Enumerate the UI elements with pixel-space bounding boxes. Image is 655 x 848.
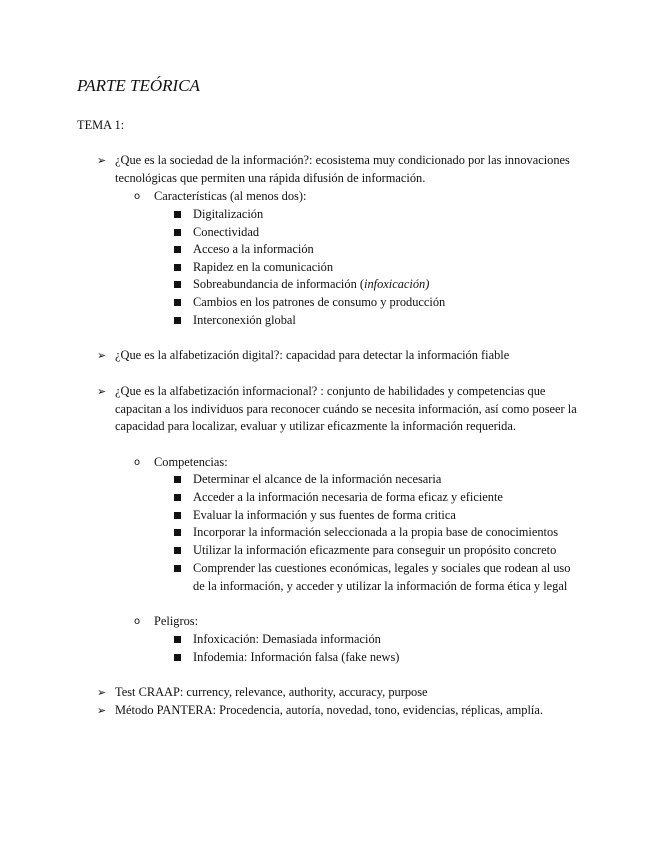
arrow-bullet-icon: ➢ bbox=[97, 154, 107, 167]
bullet-q3: ➢ ¿Que es la alfabetización informacional? : conjunto de habilidades y competencias que capacitan a los individuos para reconocer cuándo se necesita información, así como poseer la capacidad para localizar, evaluar y utilizar eficazmente la información requerida. bbox=[97, 384, 577, 434]
page-title: PARTE TEÓRICA bbox=[77, 76, 200, 95]
square-bullet-icon bbox=[174, 565, 181, 572]
arrow-bullet-icon: ➢ bbox=[97, 385, 107, 398]
list-item: Infoxicación: Demasiada información bbox=[174, 631, 579, 649]
list-item: Infodemia: Información falsa (fake news) bbox=[174, 649, 579, 667]
bullet-pantera: ➢ Método PANTERA: Procedencia, autoría, novedad, tono, evidencias, réplicas, amplía. bbox=[97, 702, 587, 720]
bullet-craap: ➢ Test CRAAP: currency, relevance, authority, accuracy, purpose bbox=[97, 684, 587, 702]
list-item: Determinar el alcance de la información necesaria bbox=[174, 471, 579, 489]
sub-bullet-peligros: o Peligros: bbox=[134, 613, 198, 631]
sub-bullet-caracteristicas: o Características (al menos dos): bbox=[134, 188, 306, 206]
list-item: Acceso a la información bbox=[174, 241, 579, 259]
square-bullet-icon bbox=[174, 281, 181, 288]
circle-bullet-icon: o bbox=[134, 457, 141, 468]
arrow-bullet-icon: ➢ bbox=[97, 349, 107, 362]
arrow-bullet-icon: ➢ bbox=[97, 686, 107, 699]
arrow-bullet-icon: ➢ bbox=[97, 704, 107, 717]
bullet-q1: ➢ ¿Que es la sociedad de la información?: ecosistema muy condicionado por las innovaciones tecnológicas que permiten una rápida difusión de información. bbox=[97, 153, 570, 185]
bullet-q2: ➢ ¿Que es la alfabetización digital?: capacidad para detectar la información fiable bbox=[97, 347, 587, 365]
list-item: Rapidez en la comunicación bbox=[174, 259, 579, 277]
list-item: Interconexión global bbox=[174, 312, 579, 330]
list-item: Conectividad bbox=[174, 224, 579, 242]
list-item: Utilizar la información eficazmente para conseguir un propósito concreto bbox=[174, 542, 579, 560]
circle-bullet-icon: o bbox=[134, 191, 141, 202]
square-bullet-icon bbox=[174, 246, 181, 253]
square-bullet-icon bbox=[174, 512, 181, 519]
list-item: Cambios en los patrones de consumo y producción bbox=[174, 294, 579, 312]
square-bullet-icon bbox=[174, 299, 181, 306]
list-item: Comprender las cuestiones económicas, legales y sociales que rodean al uso de la información, y acceder y utilizar la información de forma ética y legal bbox=[174, 560, 579, 595]
square-bullet-icon bbox=[174, 494, 181, 501]
square-bullet-icon bbox=[174, 476, 181, 483]
list-item: Acceder a la información necesaria de forma eficaz y eficiente bbox=[174, 489, 579, 507]
square-bullet-icon bbox=[174, 264, 181, 271]
list-item: Incorporar la información seleccionada a la propia base de conocimientos bbox=[174, 524, 579, 542]
list-item: Sobreabundancia de información (infoxicación) bbox=[174, 276, 579, 294]
square-bullet-icon bbox=[174, 529, 181, 536]
sub-bullet-competencias: o Competencias: bbox=[134, 454, 228, 472]
square-bullet-icon bbox=[174, 211, 181, 218]
square-bullet-icon bbox=[174, 317, 181, 324]
square-bullet-icon bbox=[174, 229, 181, 236]
square-bullet-icon bbox=[174, 636, 181, 643]
list-item: Evaluar la información y sus fuentes de forma critica bbox=[174, 507, 579, 525]
square-bullet-icon bbox=[174, 654, 181, 661]
circle-bullet-icon: o bbox=[134, 616, 141, 627]
list-item: Digitalización bbox=[174, 206, 579, 224]
square-bullet-icon bbox=[174, 547, 181, 554]
section-label: TEMA 1: bbox=[77, 118, 125, 132]
